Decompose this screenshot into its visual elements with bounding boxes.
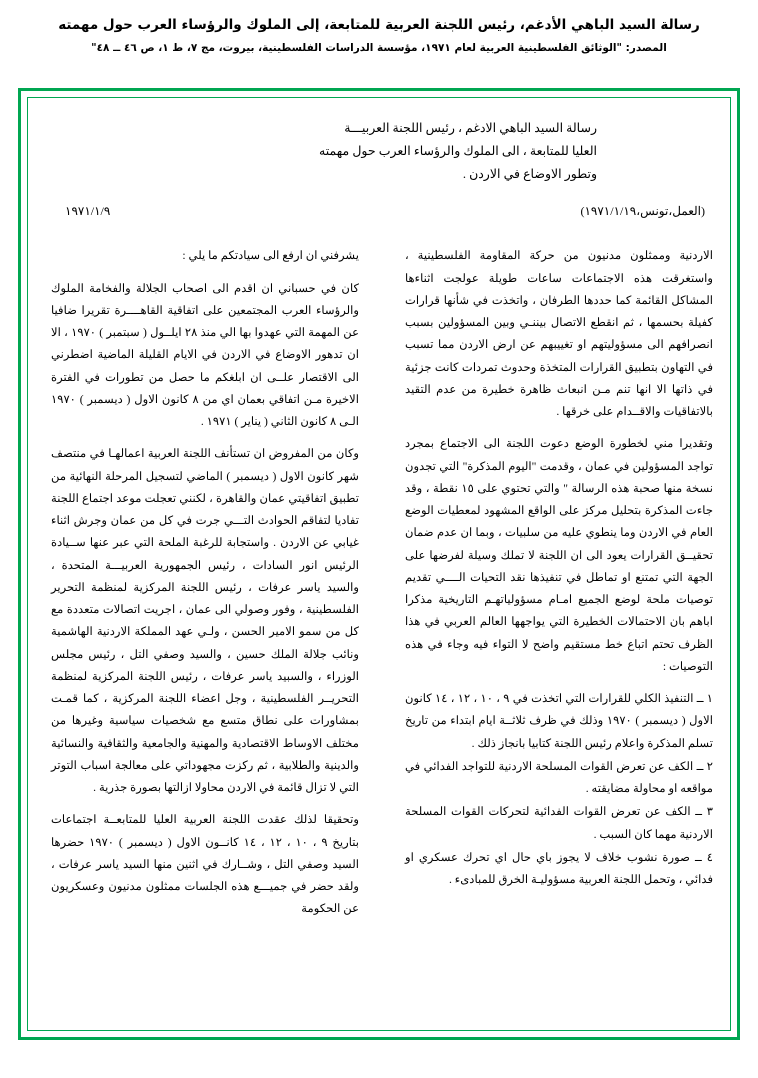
letter-heading <box>167 117 597 186</box>
letter-heading-line-3: وتطور الاوضاع في الاردن . <box>462 167 597 182</box>
letter-heading-line-1: رسالة السيد الباهي الادغم ، رئيس اللجنة العربيـــة <box>344 121 597 135</box>
paragraph: كان في حسباني ان اقدم الى اصحاب الجلالة والفخامة الملوك والرؤساء العرب المجتمعين على اتفاقية القاهــــرة تقريرا ضافيا عن المهمة التي عهدوا بها الي منذ ٢٨ ايلــول ( سبتمبر ) ١٩٧٠ ، الا ان تدهور الاوضاع في الاردن في الايام القليلة الماضية اضطرني الى الاقتصار علــى ان ابلغكم ما حصل من تطورات في الفترة الاخيرة مـن اتفاقي بعمان اي من ٨ كانون الاول ( ديسمبر ) ١٩٧٠ الـى ٨ كانون الثاني ( يناير ) ١٩٧١ . <box>51 281 360 429</box>
paragraph: وتقديرا مني لخطورة الوضع دعوت اللجنة الى الاجتماع بمجرد تواجد المسؤولين في عمان ، وقدمت "اليوم المذكرة" التي تجدون نسخة منها صحبة هذه الرسالة " والتي تحتوي على ١٥ نقطة ، وقد جاءت المذكرة بتحليل مركز على الواقع المشهود لمعطيات الوضع العام في الاردن وما ينطوي عليه من سلبيات ، وبما ان عدم ضمان تحقيــق القرارات يعود الى ان اللجنة لا تملك وسيلة لفرضها على الجهة التي تمتنع او تماطل في تنفيذها نقد التحيات الــــي تقديم توصيات ملحة لوضع الجميع امـام مسؤولياتهـم التاريخية مذكرا اباهم بان الاحتمالات الخطيرة التي يواجهها العالم العربي في هذا الظرف تحتم اتباع خط مستقيم واضح لا التواء فيه وجاء في هذه التوصيات : <box>405 437 714 673</box>
page-title: رسالة السيد الباهي الأدغم، رئيس اللجنة العربية للمتابعة، إلى الملوك والرؤساء العرب حول مهمته <box>58 17 700 33</box>
salutation: يشرفني ان ارفع الى سيادتكم ما يلي : <box>182 249 359 263</box>
letter-date: ١٩٧١/١/٩ <box>65 204 111 219</box>
paragraph: وتحقيقا لذلك عقدت اللجنة العربية العليا للمتابعــة اجتماعات بتاريخ ٩ ، ١٠ ، ١٢ ، ١٤ كانــون الاول ( ديسمبر ) ١٩٧٠ حضرها السيد وصفي التل ، وشــارك في اثنين منها السيد ياسر عرفات ، ولقد حضر في جميـــع هذه الجلسات ممثلون مدنيون وعسكريون عن الحكومة <box>51 813 359 916</box>
document-body <box>51 117 713 921</box>
publication-reference: (العمل،تونس،١٩٧١/١/١٩) <box>580 204 705 219</box>
paragraph: الاردنية وممثلون مدنيون من حركة المقاومة الفلسطينية ، واستغرقت هذه الاجتماعات ساعات طويلة عولجت اثناءها المشاكل القائمة كما حددها الطرفان ، واتخذت في شأنها قرارات كفيلة بحسمها ، ثم انقطع الاتصال بيننـي وبين المسؤولين بسبب انصرافهم الى مسؤوليتهم او تغييبهم عن ارض الاردن مما تسبب في التهاون بتطبيق القرارات المتخذة وحدوث تمردات كانت جزئية في ذاتها الا انها تنم مـن انبعاث ظاهرة خطيرة من عدم التقيد بالاتفاقيات والاقــدام على خرقها . <box>405 249 713 419</box>
recommendation-item: ٣ ــ الكف عن تعرض القوات الفدائية لتحركات القوات المسلحة الاردنية مهما كان السبب . <box>405 805 713 841</box>
recommendation-item: ٤ ــ صورة نشوب خلاف لا يجوز باي حال اي تحرك عسكري او فدائي ، وتحمل اللجنة العربية مسؤوليـة الخرق للمبادىء . <box>405 850 713 887</box>
source-citation: المصدر: "الوثائق الفلسطينية العربية لعام ١٩٧١، مؤسسة الدراسات الفلسطينية، بيروت، مج ٧، ط ١، ص ٤٦ ــ ٤٨" <box>91 42 667 55</box>
paragraph: وكان من المفروض ان تستأنف اللجنة العربية اعمالهـا في منتصف شهر كانون الاول ( ديسمبر ) الماضي لتسجيل المرحلة النهائية من تطبيق اتفاقيتي عمان والقاهرة ، لكنني تعجلت موعد اجتماع اللجنة تفاديا لتفاقم الحوادث التـــي جرت في كل من عمان وجرش اثناء غيابي عن الاردن . واستجابة للرغبة الملحة التي عبر عنها ســيادة الرئيس انور السادات ، رئيس الجمهورية العربيـــة المتحدة ، والسيد ياسر عرفات ، رئيس اللجنة المركزية لمنظمة التحرير الفلسطينية ، وفور وصولي الى عمان ، اجريت اتصالات متعددة مع كل من سمو الامير الحسن ، ولـي عهد المملكة الاردنية الهاشمية ونائب جلالة الملك حسين ، والسيد وصفي التل ، رئيس مجلس الوزراء ، والسبيد ياسر عرفات ، رئيس اللجنة المركزية لمنظمة التحريــر الفلسطينية ، وجل اعضاء اللجنة المركزية ، كما قمـت بمشاورات على نطاق متسع مع شخصيات سياسية وغيرها من مختلف الاوساط الاقتصادية والمهنية والجامعية والثقافية والنسائية والدينية والطلابية ، ثم ركزت مجهوداتي على معالجة اسباب التوتر التي لا تزال قائمة في الاردن محاولا ازالتها بصورة جذرية . <box>51 447 359 795</box>
dateline-row <box>51 204 713 219</box>
right-text-column <box>51 245 359 920</box>
recommendation-item: ١ ــ التنفيذ الكلي للقرارات التي اتخذت في ٩ ، ١٠ ، ١٢ ، ١٤ كانون الاول ( ديسمبر ) ١٩٧٠ وذلك في ظرف ثلاثــة ايام ابتداء من تاريخ تسلم المذكرة واعلام رئيس اللجنة كتابيا بانجاز ذلك . <box>405 692 713 750</box>
left-text-column <box>405 245 713 920</box>
recommendation-item: ٢ ــ الكف عن تعرض القوات المسلحة الاردنية للتواجد الفدائي في مواقعه او محاولة مضايقته . <box>405 759 713 796</box>
green-border-frame <box>18 88 740 1040</box>
document-header <box>0 0 758 55</box>
letter-heading-line-2: العليا للمتابعة ، الى الملوك والرؤساء العرب حول مهمته <box>319 144 597 159</box>
two-column-text <box>51 245 713 920</box>
